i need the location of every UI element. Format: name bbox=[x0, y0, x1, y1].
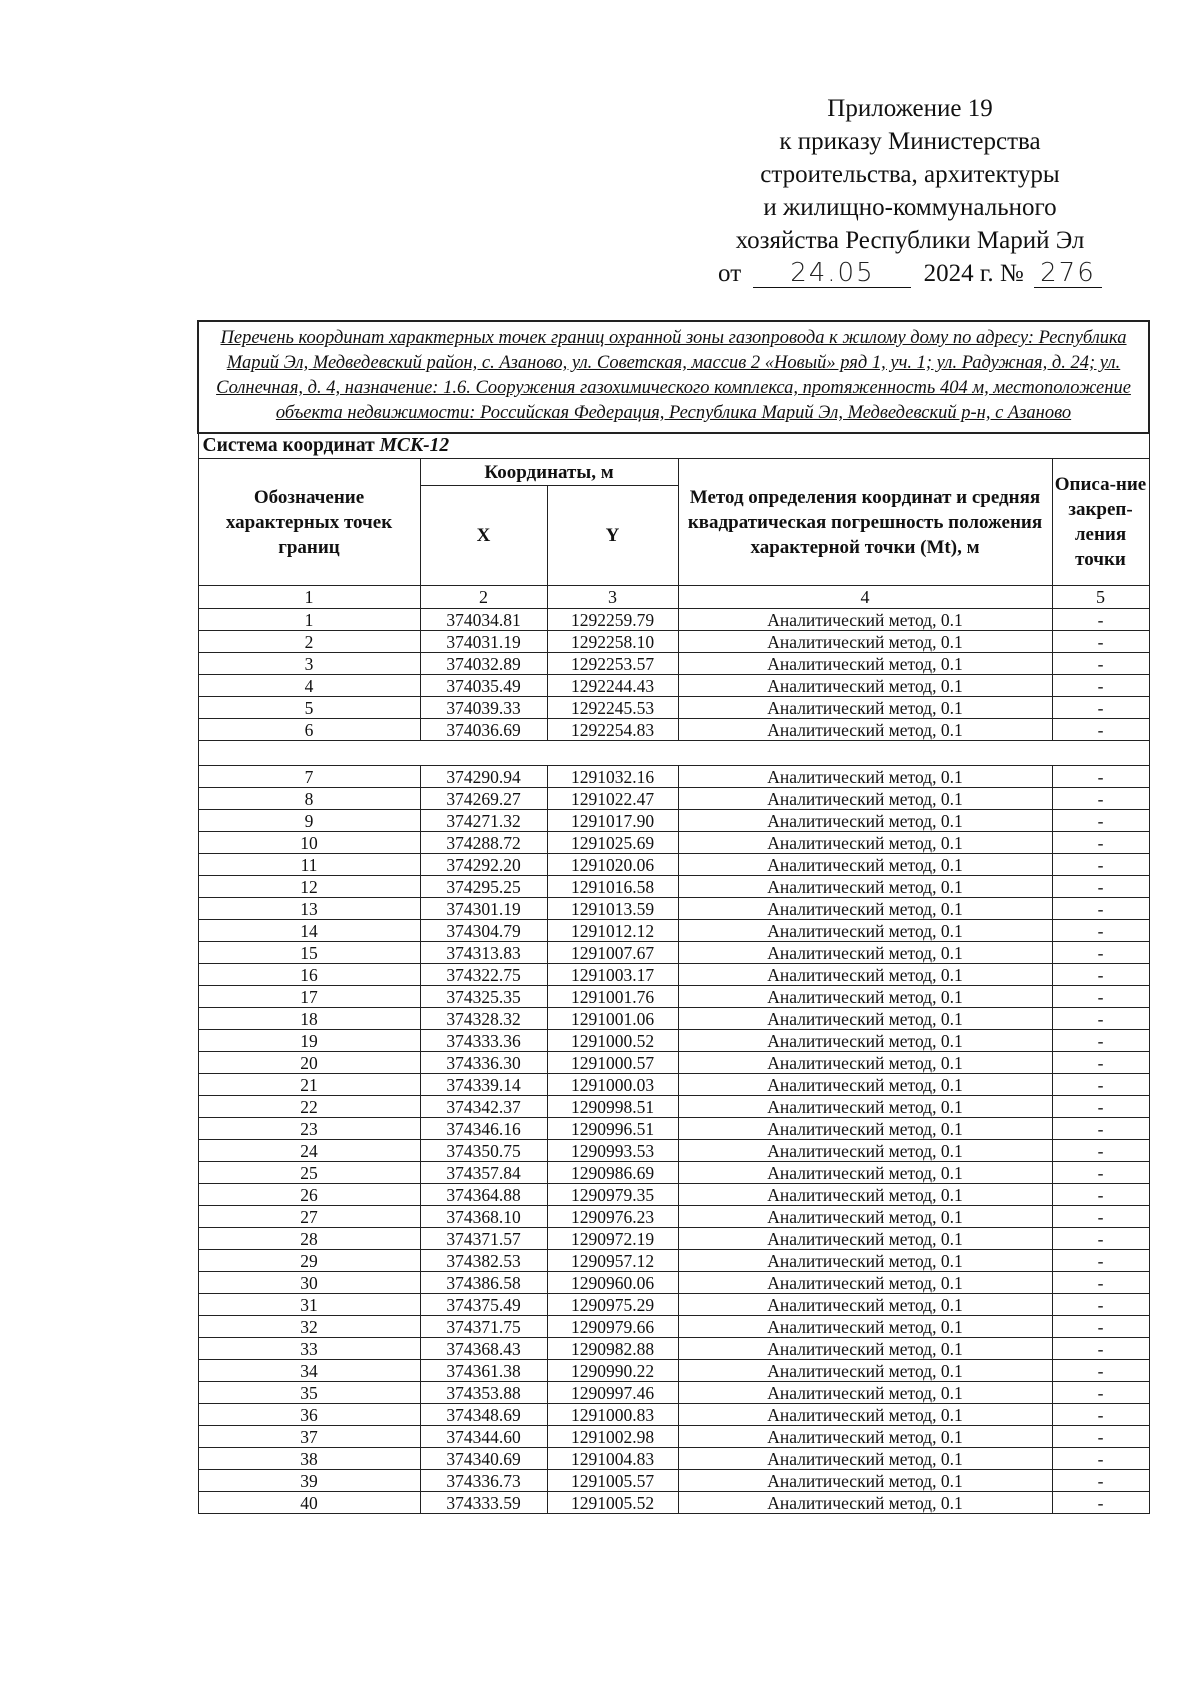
appendix-title: Приложение 19 bbox=[827, 95, 993, 122]
method-cell: Аналитический метод, 0.1 bbox=[678, 1030, 1052, 1052]
table-row bbox=[198, 810, 1149, 832]
method-cell: Аналитический метод, 0.1 bbox=[678, 766, 1052, 788]
coord-y: 1291002.98 bbox=[547, 1426, 678, 1448]
method-cell: Аналитический метод, 0.1 bbox=[678, 719, 1052, 741]
table-row bbox=[198, 1162, 1149, 1184]
header-x: X bbox=[420, 486, 547, 586]
point-number: 22 bbox=[198, 1096, 420, 1118]
description-cell: - bbox=[1052, 1448, 1149, 1470]
coord-x: 374039.33 bbox=[420, 697, 547, 719]
coord-x: 374301.19 bbox=[420, 898, 547, 920]
point-number: 14 bbox=[198, 920, 420, 942]
method-cell: Аналитический метод, 0.1 bbox=[678, 631, 1052, 653]
table-row bbox=[198, 697, 1149, 719]
method-cell: Аналитический метод, 0.1 bbox=[678, 1316, 1052, 1338]
point-number: 1 bbox=[198, 609, 420, 631]
description-cell: - bbox=[1052, 1206, 1149, 1228]
coord-x: 374333.36 bbox=[420, 1030, 547, 1052]
point-number: 28 bbox=[198, 1228, 420, 1250]
coord-y: 1291001.06 bbox=[547, 1008, 678, 1030]
coord-x: 374328.32 bbox=[420, 1008, 547, 1030]
column-number: 1 bbox=[198, 586, 420, 609]
description-cell: - bbox=[1052, 788, 1149, 810]
coord-y: 1290993.53 bbox=[547, 1140, 678, 1162]
coord-x: 374368.43 bbox=[420, 1338, 547, 1360]
table-row bbox=[198, 1404, 1149, 1426]
description-cell: - bbox=[1052, 1030, 1149, 1052]
method-cell: Аналитический метод, 0.1 bbox=[678, 1140, 1052, 1162]
method-cell: Аналитический метод, 0.1 bbox=[678, 1470, 1052, 1492]
description-cell: - bbox=[1052, 1316, 1149, 1338]
coord-x: 374035.49 bbox=[420, 675, 547, 697]
coord-y: 1290976.23 bbox=[547, 1206, 678, 1228]
column-number: 5 bbox=[1052, 586, 1149, 609]
coord-y: 1290998.51 bbox=[547, 1096, 678, 1118]
table-row bbox=[198, 1250, 1149, 1272]
method-cell: Аналитический метод, 0.1 bbox=[678, 986, 1052, 1008]
coord-y: 1291017.90 bbox=[547, 810, 678, 832]
method-cell: Аналитический метод, 0.1 bbox=[678, 1360, 1052, 1382]
method-cell: Аналитический метод, 0.1 bbox=[678, 697, 1052, 719]
coord-x: 374271.32 bbox=[420, 810, 547, 832]
point-number: 38 bbox=[198, 1448, 420, 1470]
point-number: 37 bbox=[198, 1426, 420, 1448]
coord-y: 1291000.57 bbox=[547, 1052, 678, 1074]
method-cell: Аналитический метод, 0.1 bbox=[678, 675, 1052, 697]
description-cell: - bbox=[1052, 1008, 1149, 1030]
coord-x: 374304.79 bbox=[420, 920, 547, 942]
coordinate-system-value: МСК-12 bbox=[379, 435, 450, 456]
point-number: 17 bbox=[198, 986, 420, 1008]
table-row bbox=[198, 1008, 1149, 1030]
coord-y: 1292258.10 bbox=[547, 631, 678, 653]
coord-x: 374361.38 bbox=[420, 1360, 547, 1382]
description-cell: - bbox=[1052, 810, 1149, 832]
coord-x: 374364.88 bbox=[420, 1184, 547, 1206]
point-number: 3 bbox=[198, 653, 420, 675]
coord-y: 1292244.43 bbox=[547, 675, 678, 697]
description-cell: - bbox=[1052, 675, 1149, 697]
coord-y: 1291012.12 bbox=[547, 920, 678, 942]
coord-x: 374036.69 bbox=[420, 719, 547, 741]
description-cell: - bbox=[1052, 697, 1149, 719]
coord-y: 1291003.17 bbox=[547, 964, 678, 986]
point-number: 2 bbox=[198, 631, 420, 653]
point-number: 8 bbox=[198, 788, 420, 810]
point-number: 11 bbox=[198, 854, 420, 876]
point-number: 19 bbox=[198, 1030, 420, 1052]
method-cell: Аналитический метод, 0.1 bbox=[678, 1294, 1052, 1316]
point-number: 10 bbox=[198, 832, 420, 854]
group-separator-row bbox=[198, 741, 1149, 766]
method-cell: Аналитический метод, 0.1 bbox=[678, 942, 1052, 964]
document-header bbox=[690, 92, 1130, 290]
description-cell: - bbox=[1052, 854, 1149, 876]
description-cell: - bbox=[1052, 1140, 1149, 1162]
coord-x: 374350.75 bbox=[420, 1140, 547, 1162]
description-cell: - bbox=[1052, 1162, 1149, 1184]
table-row bbox=[198, 1052, 1149, 1074]
method-cell: Аналитический метод, 0.1 bbox=[678, 1448, 1052, 1470]
coord-x: 374346.16 bbox=[420, 1118, 547, 1140]
coord-x: 374371.75 bbox=[420, 1316, 547, 1338]
table-row bbox=[198, 1448, 1149, 1470]
method-cell: Аналитический метод, 0.1 bbox=[678, 1008, 1052, 1030]
coord-x: 374336.73 bbox=[420, 1470, 547, 1492]
table-row bbox=[198, 1140, 1149, 1162]
table-title: Перечень координат характерных точек границ охранной зоны газопровода к жилому дому по адресу: Республика Марий Эл, Медведевский район, с. Азаново, ул. Советская, массив 2 «Новый» ряд 1, уч. 1; ул. Радужная, д. 24; ул. Солнечная, д. 4, назначение: 1.6. Сооружения газохимического комплекса, протяженность 404 м, местоположение объекта недвижимости: Российская Федерация, Республика Марий Эл, Медведевский р-н, с Азаново bbox=[198, 321, 1149, 433]
point-number: 16 bbox=[198, 964, 420, 986]
coord-y: 1291020.06 bbox=[547, 854, 678, 876]
table-row bbox=[198, 898, 1149, 920]
coord-y: 1290979.66 bbox=[547, 1316, 678, 1338]
point-number: 31 bbox=[198, 1294, 420, 1316]
header-y: Y bbox=[547, 486, 678, 586]
coord-x: 374034.81 bbox=[420, 609, 547, 631]
description-cell: - bbox=[1052, 631, 1149, 653]
point-number: 5 bbox=[198, 697, 420, 719]
header-coordinates: Координаты, м bbox=[420, 459, 678, 486]
header-line-4: и жилищно-коммунального bbox=[763, 194, 1057, 221]
table-row bbox=[198, 1382, 1149, 1404]
coord-x: 374288.72 bbox=[420, 832, 547, 854]
header-method: Метод определения координат и средняя квадратическая погрешность положения характерной точки (Mt), м bbox=[678, 459, 1052, 586]
description-cell: - bbox=[1052, 1360, 1149, 1382]
coord-y: 1291005.57 bbox=[547, 1470, 678, 1492]
point-number: 23 bbox=[198, 1118, 420, 1140]
point-number: 39 bbox=[198, 1470, 420, 1492]
description-cell: - bbox=[1052, 719, 1149, 741]
coord-y: 1290975.29 bbox=[547, 1294, 678, 1316]
coord-x: 374336.30 bbox=[420, 1052, 547, 1074]
description-cell: - bbox=[1052, 876, 1149, 898]
table-row bbox=[198, 964, 1149, 986]
coord-y: 1291001.76 bbox=[547, 986, 678, 1008]
description-cell: - bbox=[1052, 942, 1149, 964]
handwritten-date: 24.05 bbox=[753, 259, 911, 288]
method-cell: Аналитический метод, 0.1 bbox=[678, 1074, 1052, 1096]
description-cell: - bbox=[1052, 766, 1149, 788]
point-number: 21 bbox=[198, 1074, 420, 1096]
method-cell: Аналитический метод, 0.1 bbox=[678, 1272, 1052, 1294]
table-row bbox=[198, 1294, 1149, 1316]
table-row bbox=[198, 1096, 1149, 1118]
table-row bbox=[198, 1338, 1149, 1360]
coord-y: 1291000.83 bbox=[547, 1404, 678, 1426]
coord-x: 374313.83 bbox=[420, 942, 547, 964]
table-row bbox=[198, 1492, 1149, 1514]
description-cell: - bbox=[1052, 1184, 1149, 1206]
table-row bbox=[198, 766, 1149, 788]
table-row bbox=[198, 1184, 1149, 1206]
description-cell: - bbox=[1052, 898, 1149, 920]
coord-x: 374031.19 bbox=[420, 631, 547, 653]
description-cell: - bbox=[1052, 1426, 1149, 1448]
header-designation: Обозначение характерных точек границ bbox=[198, 459, 420, 586]
point-number: 40 bbox=[198, 1492, 420, 1514]
method-cell: Аналитический метод, 0.1 bbox=[678, 1096, 1052, 1118]
coord-x: 374269.27 bbox=[420, 788, 547, 810]
table-row bbox=[198, 1228, 1149, 1250]
description-cell: - bbox=[1052, 986, 1149, 1008]
table-row bbox=[198, 854, 1149, 876]
method-cell: Аналитический метод, 0.1 bbox=[678, 1184, 1052, 1206]
description-cell: - bbox=[1052, 1470, 1149, 1492]
point-number: 20 bbox=[198, 1052, 420, 1074]
coord-y: 1290972.19 bbox=[547, 1228, 678, 1250]
description-cell: - bbox=[1052, 1294, 1149, 1316]
table-row bbox=[198, 1470, 1149, 1492]
coord-x: 374375.49 bbox=[420, 1294, 547, 1316]
coord-x: 374344.60 bbox=[420, 1426, 547, 1448]
point-number: 12 bbox=[198, 876, 420, 898]
header-line-3: строительства, архитектуры bbox=[760, 161, 1060, 188]
coord-y: 1290979.35 bbox=[547, 1184, 678, 1206]
coord-y: 1291022.47 bbox=[547, 788, 678, 810]
point-number: 26 bbox=[198, 1184, 420, 1206]
coord-y: 1292254.83 bbox=[547, 719, 678, 741]
method-cell: Аналитический метод, 0.1 bbox=[678, 1338, 1052, 1360]
coord-x: 374348.69 bbox=[420, 1404, 547, 1426]
table-row bbox=[198, 1426, 1149, 1448]
table-row bbox=[198, 1360, 1149, 1382]
point-number: 18 bbox=[198, 1008, 420, 1030]
coord-x: 374368.10 bbox=[420, 1206, 547, 1228]
date-prefix: от bbox=[718, 260, 742, 287]
description-cell: - bbox=[1052, 1382, 1149, 1404]
order-date-line bbox=[690, 257, 1130, 290]
point-number: 9 bbox=[198, 810, 420, 832]
coordinate-system-row bbox=[198, 433, 1149, 459]
table-row bbox=[198, 1030, 1149, 1052]
method-cell: Аналитический метод, 0.1 bbox=[678, 920, 1052, 942]
description-cell: - bbox=[1052, 1250, 1149, 1272]
method-cell: Аналитический метод, 0.1 bbox=[678, 1228, 1052, 1250]
method-cell: Аналитический метод, 0.1 bbox=[678, 609, 1052, 631]
coord-y: 1291005.52 bbox=[547, 1492, 678, 1514]
method-cell: Аналитический метод, 0.1 bbox=[678, 653, 1052, 675]
method-cell: Аналитический метод, 0.1 bbox=[678, 1250, 1052, 1272]
method-cell: Аналитический метод, 0.1 bbox=[678, 1118, 1052, 1140]
point-number: 32 bbox=[198, 1316, 420, 1338]
method-cell: Аналитический метод, 0.1 bbox=[678, 788, 1052, 810]
coord-y: 1291025.69 bbox=[547, 832, 678, 854]
table-row bbox=[198, 920, 1149, 942]
coord-y: 1290986.69 bbox=[547, 1162, 678, 1184]
point-number: 4 bbox=[198, 675, 420, 697]
point-number: 29 bbox=[198, 1250, 420, 1272]
table-row bbox=[198, 1074, 1149, 1096]
coord-x: 374290.94 bbox=[420, 766, 547, 788]
description-cell: - bbox=[1052, 1052, 1149, 1074]
coordinate-system-label: Система координат bbox=[202, 435, 375, 456]
coord-x: 374357.84 bbox=[420, 1162, 547, 1184]
description-cell: - bbox=[1052, 964, 1149, 986]
table-row bbox=[198, 942, 1149, 964]
point-number: 7 bbox=[198, 766, 420, 788]
table-row bbox=[198, 788, 1149, 810]
method-cell: Аналитический метод, 0.1 bbox=[678, 1162, 1052, 1184]
description-cell: - bbox=[1052, 1272, 1149, 1294]
column-number: 2 bbox=[420, 586, 547, 609]
point-number: 15 bbox=[198, 942, 420, 964]
description-cell: - bbox=[1052, 832, 1149, 854]
coord-x: 374386.58 bbox=[420, 1272, 547, 1294]
column-number: 3 bbox=[547, 586, 678, 609]
coord-x: 374032.89 bbox=[420, 653, 547, 675]
coordinates-table bbox=[197, 320, 1150, 1514]
table-row bbox=[198, 986, 1149, 1008]
group-separator-cell bbox=[198, 741, 1149, 766]
method-cell: Аналитический метод, 0.1 bbox=[678, 1206, 1052, 1228]
coord-y: 1290990.22 bbox=[547, 1360, 678, 1382]
point-number: 30 bbox=[198, 1272, 420, 1294]
header-line-2: к приказу Министерства bbox=[779, 128, 1041, 155]
method-cell: Аналитический метод, 0.1 bbox=[678, 898, 1052, 920]
method-cell: Аналитический метод, 0.1 bbox=[678, 1382, 1052, 1404]
description-cell: - bbox=[1052, 1096, 1149, 1118]
coord-y: 1291004.83 bbox=[547, 1448, 678, 1470]
method-cell: Аналитический метод, 0.1 bbox=[678, 1426, 1052, 1448]
point-number: 6 bbox=[198, 719, 420, 741]
table-row bbox=[198, 719, 1149, 741]
point-number: 35 bbox=[198, 1382, 420, 1404]
column-number: 4 bbox=[678, 586, 1052, 609]
point-number: 25 bbox=[198, 1162, 420, 1184]
coord-y: 1290982.88 bbox=[547, 1338, 678, 1360]
method-cell: Аналитический метод, 0.1 bbox=[678, 1052, 1052, 1074]
method-cell: Аналитический метод, 0.1 bbox=[678, 854, 1052, 876]
table-row bbox=[198, 631, 1149, 653]
method-cell: Аналитический метод, 0.1 bbox=[678, 1492, 1052, 1514]
coord-x: 374322.75 bbox=[420, 964, 547, 986]
coord-y: 1292253.57 bbox=[547, 653, 678, 675]
method-cell: Аналитический метод, 0.1 bbox=[678, 832, 1052, 854]
method-cell: Аналитический метод, 0.1 bbox=[678, 964, 1052, 986]
coord-x: 374371.57 bbox=[420, 1228, 547, 1250]
table-row bbox=[198, 1118, 1149, 1140]
coord-x: 374340.69 bbox=[420, 1448, 547, 1470]
coord-x: 374339.14 bbox=[420, 1074, 547, 1096]
coord-y: 1290996.51 bbox=[547, 1118, 678, 1140]
table-row bbox=[198, 1272, 1149, 1294]
point-number: 33 bbox=[198, 1338, 420, 1360]
coord-y: 1291007.67 bbox=[547, 942, 678, 964]
point-number: 27 bbox=[198, 1206, 420, 1228]
description-cell: - bbox=[1052, 1228, 1149, 1250]
coord-x: 374382.53 bbox=[420, 1250, 547, 1272]
coord-y: 1292259.79 bbox=[547, 609, 678, 631]
description-cell: - bbox=[1052, 1492, 1149, 1514]
point-number: 36 bbox=[198, 1404, 420, 1426]
method-cell: Аналитический метод, 0.1 bbox=[678, 1404, 1052, 1426]
point-number: 13 bbox=[198, 898, 420, 920]
description-cell: - bbox=[1052, 653, 1149, 675]
table-row bbox=[198, 675, 1149, 697]
header-line-5: хозяйства Республики Марий Эл bbox=[735, 227, 1085, 254]
coord-x: 374325.35 bbox=[420, 986, 547, 1008]
description-cell: - bbox=[1052, 1338, 1149, 1360]
description-cell: - bbox=[1052, 1404, 1149, 1426]
coord-y: 1291016.58 bbox=[547, 876, 678, 898]
description-cell: - bbox=[1052, 1118, 1149, 1140]
table-row bbox=[198, 609, 1149, 631]
coord-y: 1291032.16 bbox=[547, 766, 678, 788]
coord-x: 374342.37 bbox=[420, 1096, 547, 1118]
handwritten-order-number: 276 bbox=[1034, 259, 1102, 288]
coord-y: 1292245.53 bbox=[547, 697, 678, 719]
date-suffix: 2024 г. № bbox=[923, 260, 1024, 287]
coord-y: 1291000.52 bbox=[547, 1030, 678, 1052]
point-number: 34 bbox=[198, 1360, 420, 1382]
table-row bbox=[198, 1206, 1149, 1228]
coord-x: 374292.20 bbox=[420, 854, 547, 876]
coord-y: 1291000.03 bbox=[547, 1074, 678, 1096]
header-description: Описа-ние закреп-ления точки bbox=[1052, 459, 1149, 586]
table-row bbox=[198, 653, 1149, 675]
table-row bbox=[198, 1316, 1149, 1338]
table-row bbox=[198, 832, 1149, 854]
coord-x: 374333.59 bbox=[420, 1492, 547, 1514]
coord-y: 1291013.59 bbox=[547, 898, 678, 920]
table-row bbox=[198, 876, 1149, 898]
coord-x: 374295.25 bbox=[420, 876, 547, 898]
method-cell: Аналитический метод, 0.1 bbox=[678, 810, 1052, 832]
description-cell: - bbox=[1052, 920, 1149, 942]
description-cell: - bbox=[1052, 1074, 1149, 1096]
method-cell: Аналитический метод, 0.1 bbox=[678, 876, 1052, 898]
coord-y: 1290997.46 bbox=[547, 1382, 678, 1404]
coord-x: 374353.88 bbox=[420, 1382, 547, 1404]
description-cell: - bbox=[1052, 609, 1149, 631]
point-number: 24 bbox=[198, 1140, 420, 1162]
coord-y: 1290960.06 bbox=[547, 1272, 678, 1294]
coord-y: 1290957.12 bbox=[547, 1250, 678, 1272]
